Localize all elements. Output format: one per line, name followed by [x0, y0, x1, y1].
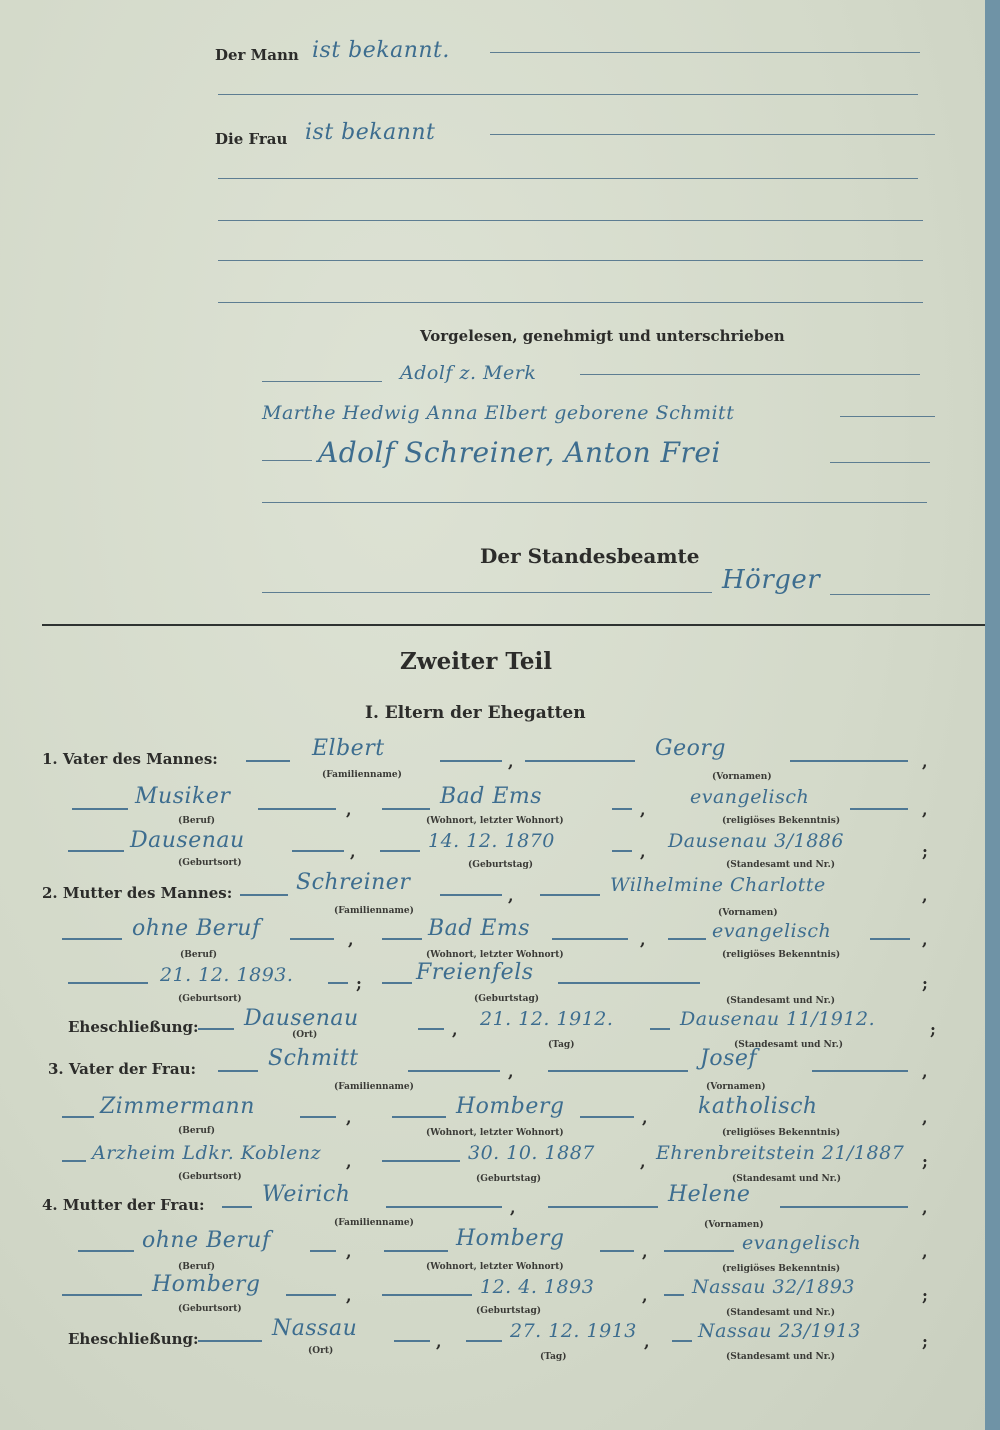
- rule: [650, 1028, 670, 1030]
- s2-ehe-tag: 21. 12. 1912.: [480, 1008, 614, 1030]
- rule: [664, 1250, 734, 1252]
- rule: [222, 1206, 252, 1208]
- s3-geburtsort: Arzheim Ldkr. Koblenz: [92, 1142, 322, 1164]
- s1-bekenntnis: evangelisch: [690, 786, 810, 808]
- s3-wohnort: Homberg: [456, 1094, 565, 1119]
- s4-vornamen: Helene: [668, 1182, 751, 1207]
- signature-witnesses: Adolf Schreiner, Anton Frei: [318, 436, 721, 469]
- rule: [218, 260, 923, 261]
- rule: [382, 1294, 472, 1296]
- rule: [218, 178, 918, 179]
- rule: [664, 1294, 684, 1296]
- rule: [552, 938, 628, 940]
- s2-beruf-caption: (Beruf): [180, 950, 218, 960]
- frau-value: ist bekannt: [305, 120, 436, 145]
- s4-vornamen-caption: (Vornamen): [704, 1220, 764, 1230]
- rule: [418, 1028, 444, 1030]
- s2-wohnort: Bad Ems: [428, 916, 531, 941]
- s1-geburtsort: Dausenau: [130, 828, 245, 853]
- rule: [870, 938, 910, 940]
- rule: [218, 1070, 258, 1072]
- s4-ehe-ort: Nassau: [272, 1316, 358, 1341]
- rule: [386, 1206, 502, 1208]
- rule: [440, 894, 502, 896]
- s4-geburtsort: Homberg: [152, 1272, 261, 1297]
- rule: [68, 982, 148, 984]
- rule: [62, 1116, 94, 1118]
- s4-ehe-tag: 27. 12. 1913: [510, 1320, 637, 1342]
- s4-beruf: ohne Beruf: [142, 1228, 271, 1253]
- rule: [240, 894, 288, 896]
- rule: [218, 302, 923, 303]
- s4-bekenntnis-caption: (religiöses Bekenntnis): [722, 1264, 841, 1274]
- s2-beruf: ohne Beruf: [132, 916, 261, 941]
- s4-geburtstag: 12. 4. 1893: [480, 1276, 595, 1298]
- rule: [258, 808, 336, 810]
- s2-ehe-standesamt-caption: (Standesamt und Nr.): [734, 1040, 844, 1050]
- rule: [382, 982, 412, 984]
- rule: [300, 1116, 336, 1118]
- rule: [408, 1070, 500, 1072]
- s1-vornamen-caption: (Vornamen): [712, 772, 772, 782]
- s4-geburtsort-caption: (Geburtsort): [178, 1304, 242, 1314]
- s2-ehe-standesamt: Dausenau 11/1912.: [680, 1008, 876, 1030]
- rule: [382, 808, 430, 810]
- s2-familienname: Schreiner: [296, 870, 411, 895]
- s3-standesamt: Ehrenbreitstein 21/1887: [656, 1142, 905, 1164]
- rule: [218, 94, 918, 95]
- s4-label: 4. Mutter der Frau:: [42, 1196, 205, 1214]
- signature-wife: Marthe Hedwig Anna Elbert geborene Schmitt: [262, 402, 735, 424]
- mann-label: Der Mann: [215, 46, 299, 64]
- rule: [812, 1070, 908, 1072]
- s2-eheschliessung-label: Eheschließung:: [68, 1018, 199, 1036]
- rule: [525, 760, 635, 762]
- s1-geburtsort-caption: (Geburtsort): [178, 858, 242, 868]
- s2-label: 2. Mutter des Mannes:: [42, 884, 233, 902]
- part2-title: Zweiter Teil: [400, 648, 552, 675]
- rule: [580, 374, 920, 375]
- s4-ehe-tag-caption: (Tag): [540, 1352, 567, 1362]
- rule: [466, 1340, 502, 1342]
- s1-familienname: Elbert: [312, 736, 385, 761]
- rule: [840, 416, 935, 417]
- rule: [262, 592, 712, 593]
- rule: [850, 808, 908, 810]
- s3-geburtstag: 30. 10. 1887: [468, 1142, 595, 1164]
- section-divider: [42, 624, 987, 626]
- rule: [612, 850, 632, 852]
- s2-ehe-ort: Dausenau: [244, 1006, 359, 1031]
- s3-geburtstag-caption: (Geburtstag): [476, 1174, 542, 1184]
- rule: [548, 1070, 688, 1072]
- rule: [62, 938, 122, 940]
- s1-standesamt: Dausenau 3/1886: [668, 830, 844, 852]
- s4-ehe-ort-caption: (Ort): [308, 1346, 334, 1356]
- s2-geburtstag-caption: (Geburtstag): [474, 994, 540, 1004]
- s4-familienname-caption: (Familienname): [334, 1218, 414, 1228]
- document-page: Der Mann ist bekannt. Die Frau ist bekannt Vorgelesen, genehmigt und unterschrieben Adolf z. Merk Marthe Hedwig Anna Elbert geborene Schmitt Adolf Schreiner, Anton Frei Der Standesbeamte Hörger Zweiter Teil I. Eltern der Ehegatten 1. Vater des Mannes: Elbert , Georg , (Familienname) (Vornamen) Musiker , Bad Ems , evangelisch , (Beruf) (Wohnort, letzter Wohnort) (religiöses Bekenntnis) Dausenau , 14. 12. 1870 , Dausenau 3/1886 ; (Geburtsort) (Geburtstag) (Standesamt und Nr.) 2. Mutter des Mannes: Schreiner , Wilhelmine Charlotte , (Familienname) (Vornamen) ohne Beruf , Bad Ems , evangelisch , (Beruf) (Wohnort, letzter Wohnort) (religiöses Bekenntnis) 21. 12. 1893. ; Freienfels ; (Geburtsort) (Geburtstag) (Standesamt und Nr.) Eheschließung: Dausenau , 21. 12. 1912. Dausenau 11/1912. ; (Ort) (Tag) (Standesamt und Nr.) 3. Vater der Frau: Schmitt , Josef , (Familienname) (Vornamen) Zimmermann , Homberg , katholisch , (Beruf) (Wohnort, letzter Wohnort) (religiöses Bekenntnis) Arzheim Ldkr. Koblenz , 30. 10. 1887 , Ehrenbreitstein 21/1887 ; (Geburtsort) (Geburtstag) (Standesamt und Nr.) 4. Mutter der Frau: Weirich , Helene , (Familienname) (Vornamen) ohne Beruf , Homberg , evangelisch , (Beruf) (Wohnort, letzter Wohnort) (religiöses Bekenntnis) Homberg , 12. 4. 1893 , Nassau 32/1893 ; (Geburtsort) (Geburtstag) (Standesamt und Nr.) Eheschließung: Nassau , 27. 12. 1913 , Nassau 23/1913 ; (Ort) (Tag) (Standesamt und Nr.): [0, 0, 988, 1430]
- s1-label: 1. Vater des Mannes:: [42, 750, 218, 768]
- s3-beruf-caption: (Beruf): [178, 1126, 216, 1136]
- s4-standesamt-caption: (Standesamt und Nr.): [726, 1308, 836, 1318]
- s1-beruf-caption: (Beruf): [178, 816, 216, 826]
- rule: [394, 1340, 430, 1342]
- s3-wohnort-caption: (Wohnort, letzter Wohnort): [426, 1128, 564, 1138]
- rule: [198, 1028, 234, 1030]
- s4-wohnort: Homberg: [456, 1226, 565, 1251]
- s2-ehe-tag-caption: (Tag): [548, 1040, 575, 1050]
- s2-bekenntnis-caption: (religiöses Bekenntnis): [722, 950, 841, 960]
- s4-bekenntnis: evangelisch: [742, 1232, 862, 1254]
- rule: [830, 462, 930, 463]
- s1-geburtstag-caption: (Geburtstag): [468, 860, 534, 870]
- s4-eheschliessung-label: Eheschließung:: [68, 1330, 199, 1348]
- rule: [78, 1250, 134, 1252]
- s3-beruf: Zimmermann: [100, 1094, 255, 1119]
- s1-beruf: Musiker: [135, 784, 231, 809]
- frau-rule: [490, 134, 935, 135]
- s2-geburtsort-caption: (Geburtsort): [178, 994, 242, 1004]
- s3-bekenntnis: katholisch: [698, 1094, 818, 1119]
- s2-geburtstag: Freienfels: [416, 960, 534, 985]
- rule: [310, 1250, 336, 1252]
- s3-standesamt-caption: (Standesamt und Nr.): [732, 1174, 842, 1184]
- rule: [548, 1206, 658, 1208]
- s1-vornamen: Georg: [655, 736, 726, 761]
- s4-geburtstag-caption: (Geburtstag): [476, 1306, 542, 1316]
- s4-standesamt: Nassau 32/1893: [692, 1276, 855, 1298]
- standesbeamte-label: Der Standesbeamte: [480, 544, 700, 568]
- rule: [262, 502, 927, 503]
- book-edge: [985, 0, 1000, 1430]
- rule: [328, 982, 348, 984]
- s2-familienname-caption: (Familienname): [334, 906, 414, 916]
- rule: [380, 850, 420, 852]
- rule: [286, 1294, 336, 1296]
- rule: [668, 938, 706, 940]
- s4-wohnort-caption: (Wohnort, letzter Wohnort): [426, 1262, 564, 1272]
- s3-familienname-caption: (Familienname): [334, 1082, 414, 1092]
- s4-ehe-standesamt: Nassau 23/1913: [698, 1320, 861, 1342]
- s1-standesamt-caption: (Standesamt und Nr.): [726, 860, 836, 870]
- s4-ehe-standesamt-caption: (Standesamt und Nr.): [726, 1352, 836, 1362]
- rule: [290, 938, 334, 940]
- rule: [392, 1116, 446, 1118]
- rule: [384, 1250, 448, 1252]
- rule: [580, 1116, 634, 1118]
- rule: [262, 460, 312, 461]
- standesbeamte-signature: Hörger: [722, 565, 821, 595]
- rule: [382, 1160, 460, 1162]
- mann-rule: [490, 52, 920, 53]
- s1-familienname-caption: (Familienname): [322, 770, 402, 780]
- rule: [72, 808, 128, 810]
- vorgelesen-text: Vorgelesen, genehmigt und unterschrieben: [420, 327, 785, 345]
- rule: [198, 1340, 262, 1342]
- rule: [780, 1206, 908, 1208]
- rule: [62, 1160, 86, 1162]
- s2-vornamen: Wilhelmine Charlotte: [610, 874, 826, 896]
- rule: [830, 594, 930, 595]
- rule: [612, 808, 632, 810]
- rule: [246, 760, 290, 762]
- part2-subtitle: I. Eltern der Ehegatten: [365, 703, 586, 723]
- s1-bekenntnis-caption: (religiöses Bekenntnis): [722, 816, 841, 826]
- s1-wohnort: Bad Ems: [440, 784, 543, 809]
- s3-vornamen-caption: (Vornamen): [706, 1082, 766, 1092]
- rule: [292, 850, 344, 852]
- rule: [440, 760, 502, 762]
- signature-husband: Adolf z. Merk: [400, 362, 537, 384]
- mann-value: ist bekannt.: [312, 38, 450, 63]
- s4-familienname: Weirich: [262, 1182, 351, 1207]
- s2-wohnort-caption: (Wohnort, letzter Wohnort): [426, 950, 564, 960]
- s3-vornamen: Josef: [700, 1046, 758, 1071]
- s1-wohnort-caption: (Wohnort, letzter Wohnort): [426, 816, 564, 826]
- rule: [218, 220, 923, 221]
- rule: [540, 894, 600, 896]
- s2-geburtsort: 21. 12. 1893.: [160, 964, 294, 986]
- rule: [600, 1250, 634, 1252]
- s2-vornamen-caption: (Vornamen): [718, 908, 778, 918]
- s4-beruf-caption: (Beruf): [178, 1262, 216, 1272]
- s2-bekenntnis: evangelisch: [712, 920, 832, 942]
- rule: [558, 982, 700, 984]
- s3-label: 3. Vater der Frau:: [48, 1060, 197, 1078]
- s3-familienname: Schmitt: [268, 1046, 359, 1071]
- s3-bekenntnis-caption: (religiöses Bekenntnis): [722, 1128, 841, 1138]
- s2-standesamt-caption: (Standesamt und Nr.): [726, 996, 836, 1006]
- frau-label: Die Frau: [215, 130, 288, 148]
- s2-ehe-ort-caption: (Ort): [292, 1030, 318, 1040]
- rule: [382, 938, 422, 940]
- rule: [68, 850, 124, 852]
- rule: [672, 1340, 692, 1342]
- s1-geburtstag: 14. 12. 1870: [428, 830, 555, 852]
- rule: [790, 760, 908, 762]
- s3-geburtsort-caption: (Geburtsort): [178, 1172, 242, 1182]
- rule: [62, 1294, 142, 1296]
- rule: [262, 381, 382, 382]
